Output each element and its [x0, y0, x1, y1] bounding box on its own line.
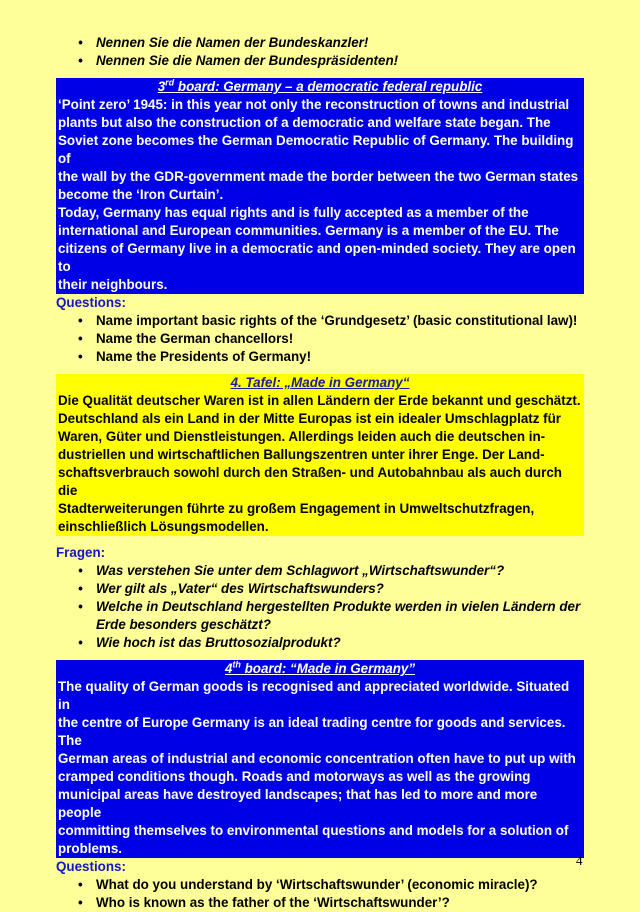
board4-questions-label: Questions:: [56, 859, 126, 874]
board4-title: 4th board: “Made in Germany”: [224, 659, 416, 676]
list-item: • Nennen Sie die Namen der Bundespräsidenten!: [96, 52, 584, 70]
tafel4-title: 4. Tafel: „Made in Germany“: [230, 375, 410, 390]
list-item: • Wie hoch ist das Bruttosozialprodukt?: [96, 634, 584, 652]
board3-box: [56, 78, 584, 294]
tafel4-questions-label: Fragen:: [56, 545, 106, 560]
list-item: • Wer gilt als „Vater“ des Wirtschaftswunders?: [96, 580, 584, 598]
tafel4-question-list: [56, 562, 584, 652]
list-item: • Name important basic rights of the ‘Grundgesetz’ (basic constitutional law)!: [96, 312, 584, 330]
list-item: • Who is known as the father of the ‘Wirtschaftswunder’?: [96, 894, 584, 912]
list-item: • Name the Presidents of Germany!: [96, 348, 584, 366]
board3-body: ‘Point zero’ 1945: in this year not only the reconstruction of towns and industrial plants but also the construction of a democratic and welfare state began. The Soviet zone becomes the German Democratic Republic of Germany. The building of the wall by the GDR-government made the border between the two German states become the ‘Iron Curtain’. Today, Germany has equal rights and is fully accepted as a member of the international and European communities. Germany is a member of the EU. The citizens of Germany live in a democratic and open-minded society. They are open to their neighbours.: [58, 97, 579, 292]
board3-title: 3rd board: Germany – a democratic federal republic: [157, 77, 483, 94]
board4-question-list: [56, 876, 584, 912]
board4-body: The quality of German goods is recognised and appreciated worldwide. Situated in the centre of Europe Germany is an ideal trading centre for goods and services. The German areas of industrial and economic concentration often have to put up with cramped conditions though. Roads and motorways as well as the growing municipal areas have destroyed landscapes; that has led to more and more people committing themselves to environmental questions and models for a solution of problems.: [58, 679, 576, 856]
board3-question-list: [56, 312, 584, 366]
list-item: • Was verstehen Sie unter dem Schlagwort „Wirtschaftswunder“?: [96, 562, 584, 580]
page-number: 4: [576, 853, 583, 868]
document-page: [56, 34, 584, 912]
intro-question-list: [56, 34, 584, 70]
list-item: • Name the German chancellors!: [96, 330, 584, 348]
board3-questions-label: Questions:: [56, 295, 126, 310]
tafel4-body: Die Qualität deutscher Waren ist in allen Ländern der Erde bekannt und geschätzt. Deutschland als ein Land in der Mitte Europas ist ein idealer Umschlagplatz für Waren, Güter und Dienstleistungen. Allerdings leiden auch die deutschen in- dustriellen und wirtschaftlichen Ballungszentren unter ihrer Enge. Der Land- schaftsverbrauch sowohl durch den Straßen- und Autobahnbau als auch durch die Stadterweiterungen führte zu großem Engagement in Umweltschutzfragen, einschließlich Lösungsmodellen.: [58, 393, 581, 534]
list-item: • Welche in Deutschland hergestellten Produkte werden in vielen Ländern der Erde besonders geschätzt?: [96, 598, 584, 634]
tafel4-box: [56, 374, 584, 536]
list-item: • Nennen Sie die Namen der Bundeskanzler!: [96, 34, 584, 52]
board4-box: [56, 660, 584, 858]
list-item: • What do you understand by ‘Wirtschaftswunder’ (economic miracle)?: [96, 876, 584, 894]
